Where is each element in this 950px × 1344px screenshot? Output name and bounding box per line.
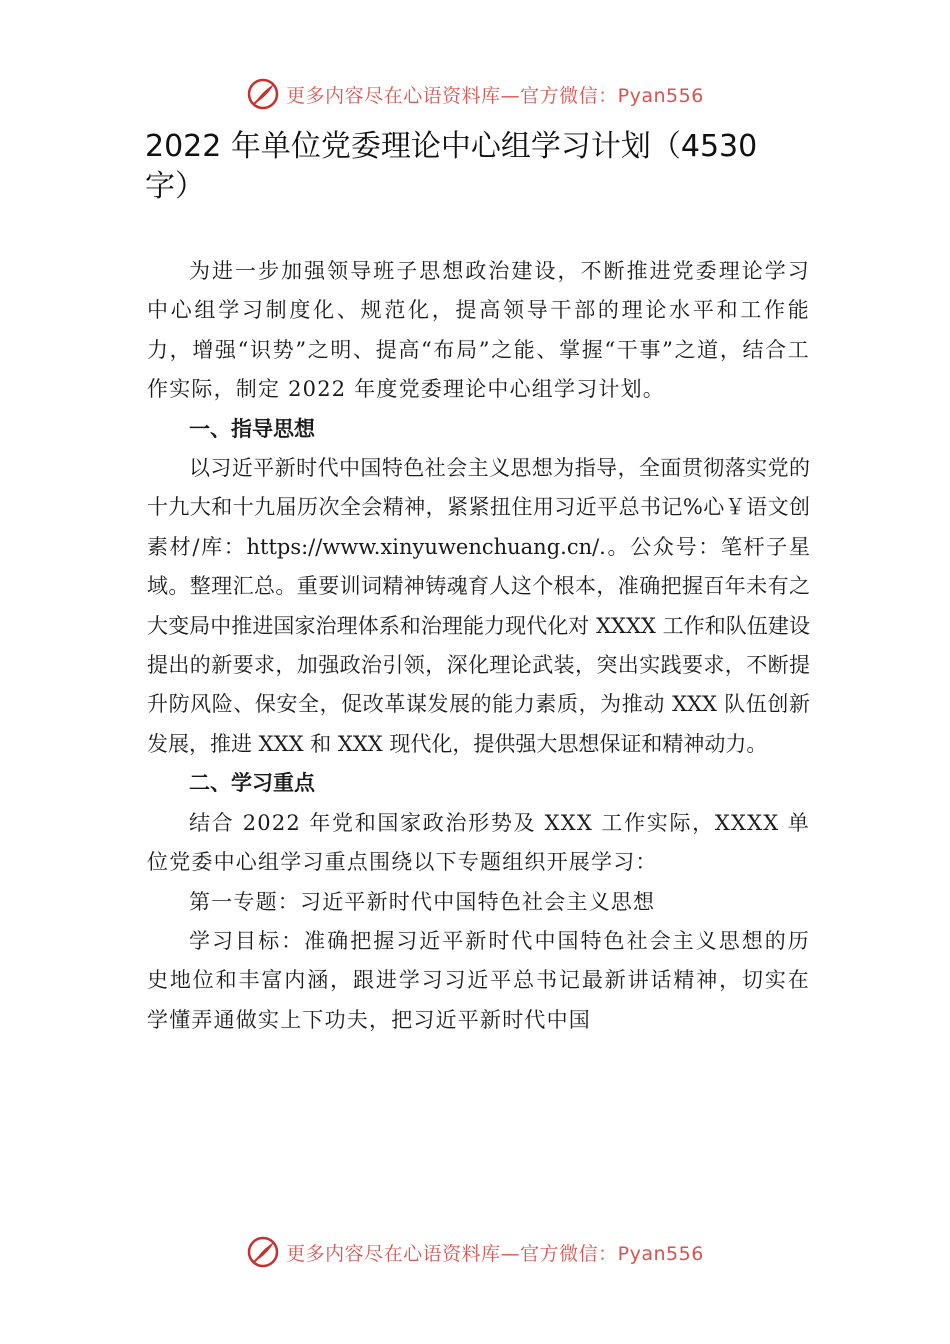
- document-title: 2022 年单位党委理论中心组学习计划（4530 字）: [145, 129, 758, 204]
- section-heading-guiding-thought: 一、指导思想: [189, 416, 315, 441]
- footer-banner: [0, 1230, 950, 1274]
- banner-text: 更多内容尽在心语资料库—官方微信：Pyan556: [286, 1242, 704, 1265]
- study-goal-paragraph: 学习目标：准确把握习近平新时代中国特色社会主义思想的历史地位和丰富内涵，跟进学习习近平总书记最新讲话精神，切实在学懂弄通做实上下功夫，把习近平新时代中国: [147, 928, 810, 1032]
- topic-one-line: 第一专题：习近平新时代中国特色社会主义思想: [189, 889, 656, 914]
- document-body: [147, 252, 810, 1040]
- guiding-thought-paragraph: 以习近平新时代中国特色社会主义思想为指导，全面贯彻落实党的十九大和十九届历次全会精神，紧紧扭住用习近平总书记%心￥语文创素材/库：https://www.xinyuwenchuang.cn/.。公众号：笔杆子星域。整理汇总。重要训词精神铸魂育人这个根本，准确把握百年未有之大变局中推进国家治理体系和治理能力现代化对 XXXX 工作和队伍建设提出的新要求，加强政治引领，深化理论武装，突出实践要求，不断提升防风险、保安全，促改革谋发展的能力素质，为推动 XXX 队伍创新发展，推进 XXX 和 XXX 现代化，提供强大思想保证和精神动力。: [147, 456, 810, 756]
- section-heading-study-focus: 二、学习重点: [189, 771, 315, 796]
- study-focus-paragraph: 结合 2022 年党和国家政治形势及 XXX 工作实际，XXXX 单位党委中心组学习重点围绕以下专题组织开展学习：: [147, 810, 810, 875]
- banner-text: 更多内容尽在心语资料库—官方微信：Pyan556: [286, 84, 704, 107]
- quill-logo-icon: [246, 1235, 280, 1269]
- intro-paragraph: 为进一步加强领导班子思想政治建设，不断推进党委理论学习中心组学习制度化、规范化，提高领导干部的理论水平和工作能力，增强“识势”之明、提高“布局”之能、掌握“干事”之道，结合工作实际，制定 2022 年度党委理论中心组学习计划。: [147, 259, 811, 402]
- quill-logo-icon: [246, 77, 280, 111]
- header-banner: [0, 72, 950, 116]
